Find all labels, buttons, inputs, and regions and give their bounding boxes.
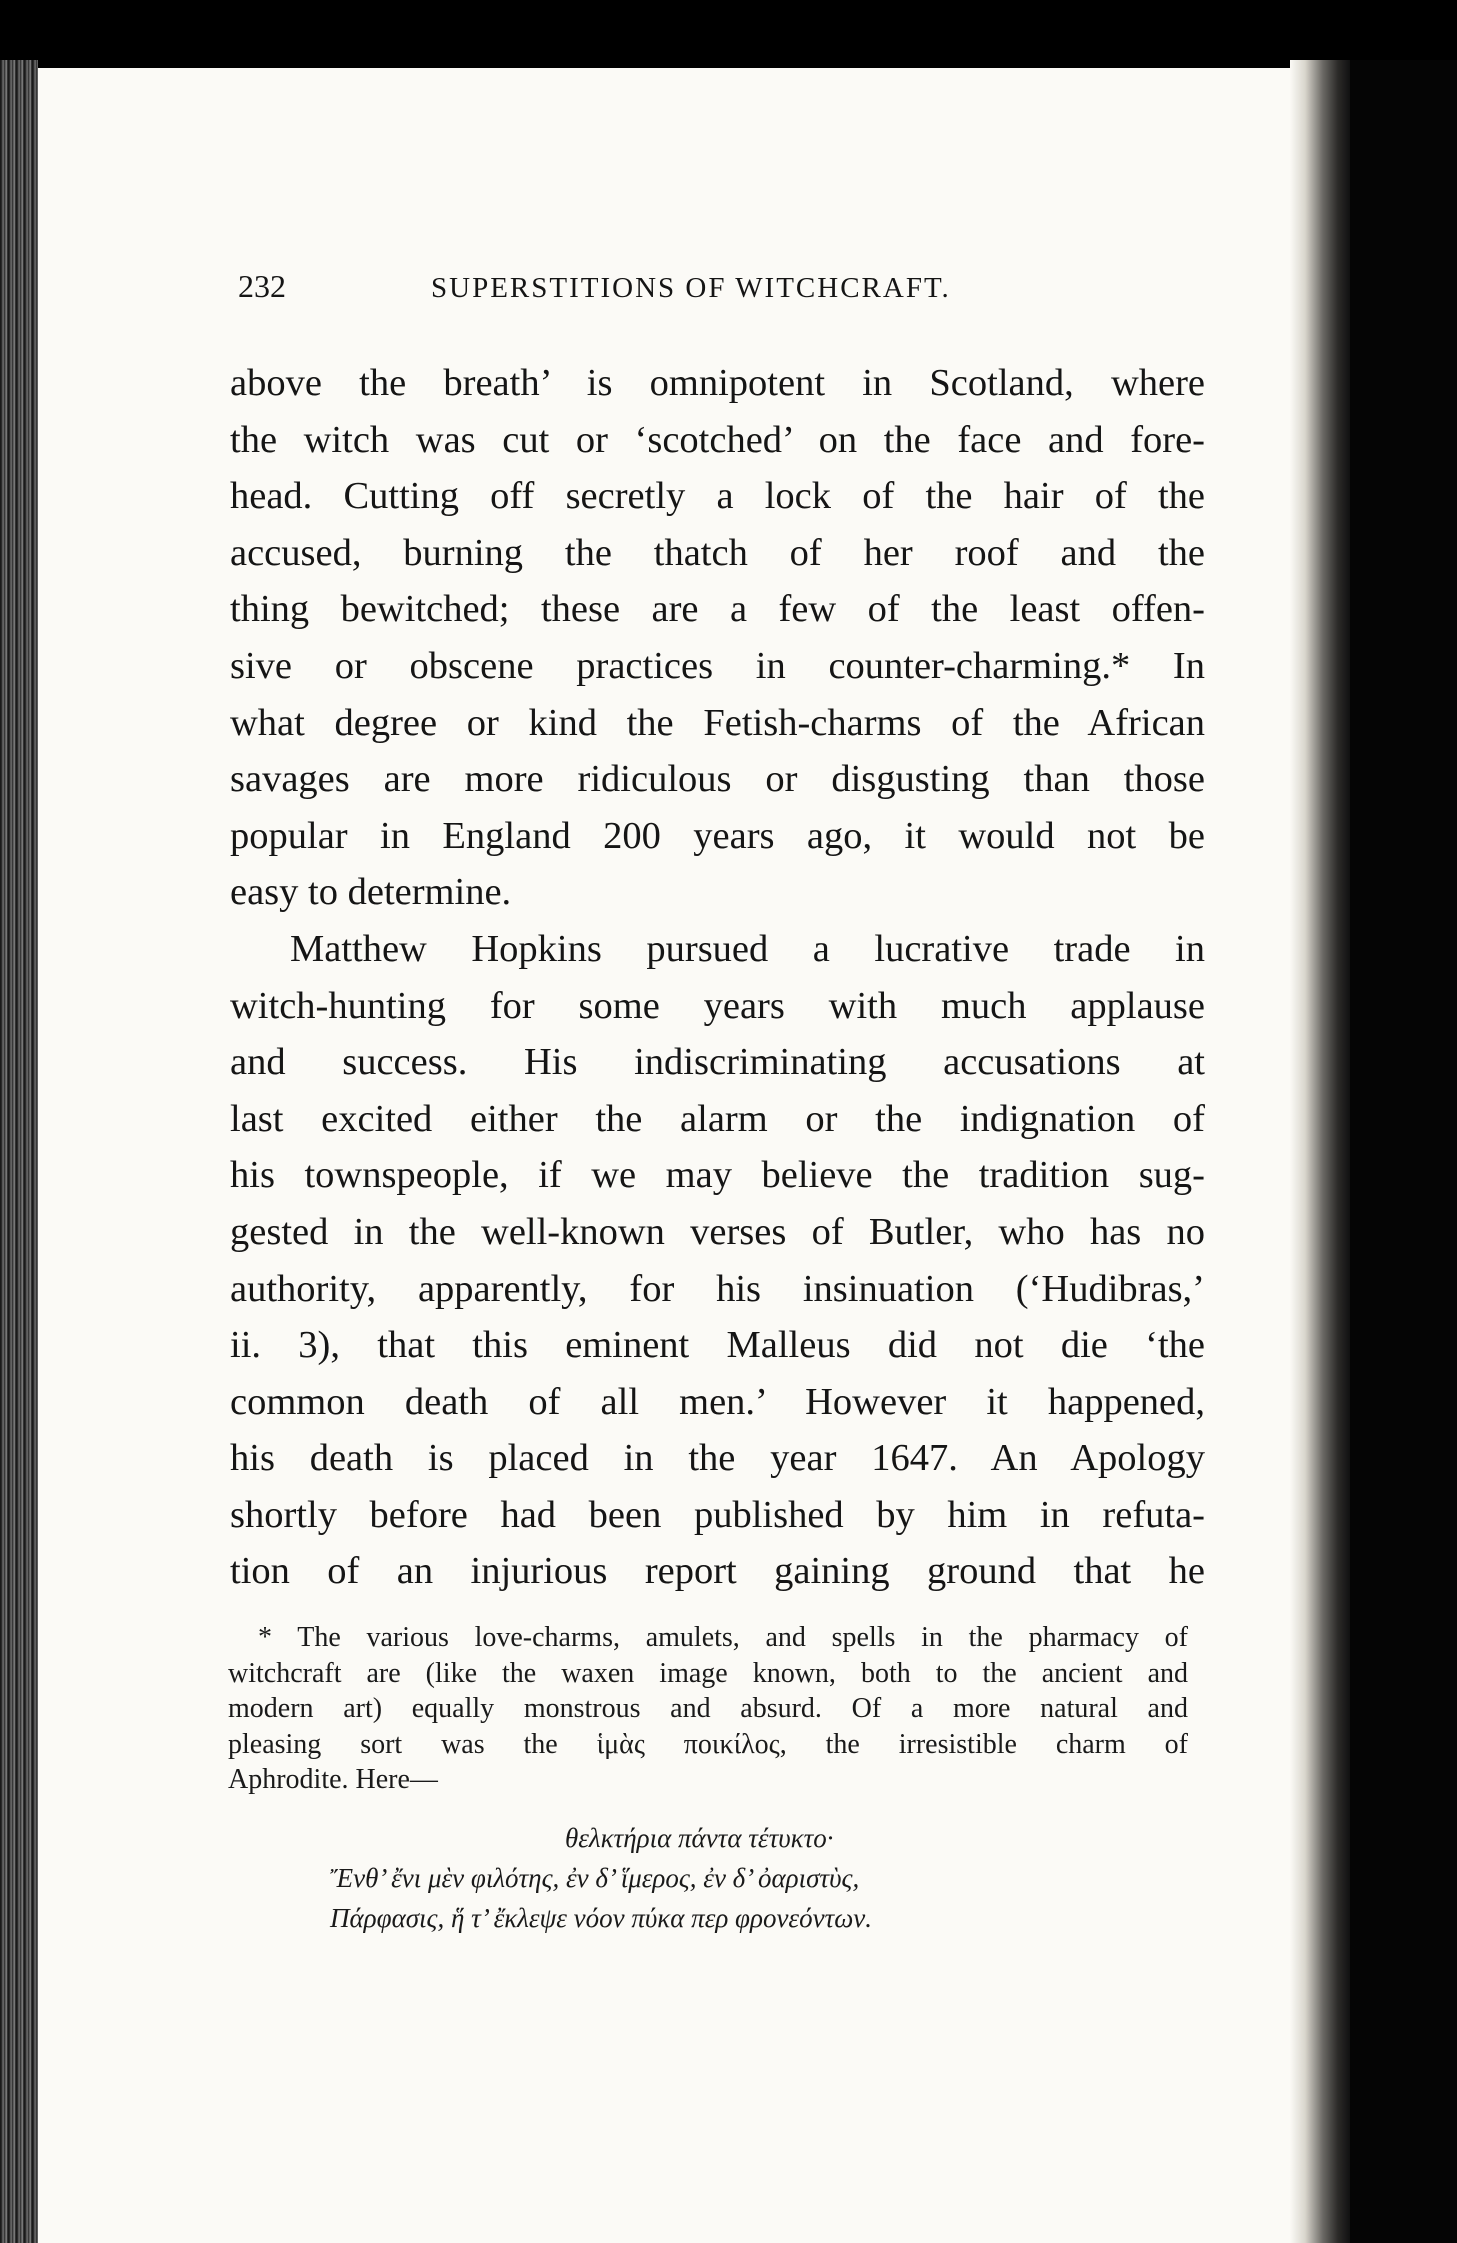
scan-top-border [0, 0, 1457, 72]
text-line: easy to determine. [230, 871, 512, 914]
greek-verse-line: θελκτήρια πάντα τέτυκτο· [565, 1823, 834, 1853]
greek-quotation [330, 1818, 1090, 1938]
text-line: authority, apparently, for his insinuation (‘Hudibras,’ [230, 1267, 1205, 1310]
text-line: last excited either the alarm or the indignation of [230, 1097, 1205, 1140]
running-head: SUPERSTITIONS OF WITCHCRAFT. [431, 272, 951, 304]
greek-verse-line: Πάρφασις, ἥ τ’ ἔκλεψε νόον πύκα περ φρονεόντων. [330, 1903, 873, 1933]
text-line: and success. His indiscriminating accusations at [230, 1041, 1205, 1084]
footnote-line: * The various love-charms, amulets, and spells in the pharmacy of [258, 1622, 1188, 1653]
page-number: 232 [238, 268, 286, 304]
footnote-line: pleasing sort was the ἱμὰς ποικίλος, the irresistible charm of [228, 1728, 1188, 1760]
greek-verse-line: Ἔνθ’ ἔνι μὲν φιλότης, ἐν δ’ ἵμερος, ἐν δ’ ὀαριστὺς, [330, 1863, 860, 1893]
text-line: tion of an injurious report gaining ground that he [230, 1550, 1205, 1593]
text-line: Matthew Hopkins pursued a lucrative trade in [290, 927, 1205, 970]
text-line: savages are more ridiculous or disgusting than those [230, 758, 1205, 801]
scan-right-border [1350, 60, 1457, 2243]
text-line: the witch was cut or ‘scotched’ on the face and fore- [230, 418, 1205, 461]
text-line: gested in the well-known verses of Butler, who has no [230, 1210, 1205, 1253]
text-line: common death of all men.’ However it happened, [230, 1380, 1205, 1423]
page-fore-edge [1290, 60, 1350, 2243]
text-line: sive or obscene practices in counter-charming.* In [230, 644, 1205, 687]
text-line: his townspeople, if we may believe the tradition sug- [230, 1154, 1205, 1197]
footnote-line: Aphrodite. Here— [228, 1764, 438, 1795]
text-line: his death is placed in the year 1647. An Apology [230, 1437, 1205, 1480]
footnote-line: witchcraft are (like the waxen image known, both to the ancient and [228, 1657, 1188, 1689]
book-binding-edge [0, 60, 38, 2243]
text-line: above the breath’ is omnipotent in Scotland, where [230, 362, 1205, 404]
text-line: accused, burning the thatch of her roof and the [230, 531, 1205, 574]
text-line: what degree or kind the Fetish-charms of the African [230, 701, 1205, 744]
text-line: witch-hunting for some years with much applause [230, 984, 1205, 1027]
text-line: ii. 3), that this eminent Malleus did not die ‘the [230, 1324, 1205, 1367]
body-text [230, 355, 1205, 1600]
text-line: popular in England 200 years ago, it would not be [230, 814, 1205, 857]
text-line: thing bewitched; these are a few of the least offen- [230, 588, 1205, 631]
text-line: head. Cutting off secretly a lock of the hair of the [230, 475, 1205, 518]
text-line: shortly before had been published by him in refuta- [230, 1493, 1205, 1536]
footnote-line: modern art) equally monstrous and absurd. Of a more natural and [228, 1693, 1188, 1724]
footnote [228, 1620, 1188, 1798]
